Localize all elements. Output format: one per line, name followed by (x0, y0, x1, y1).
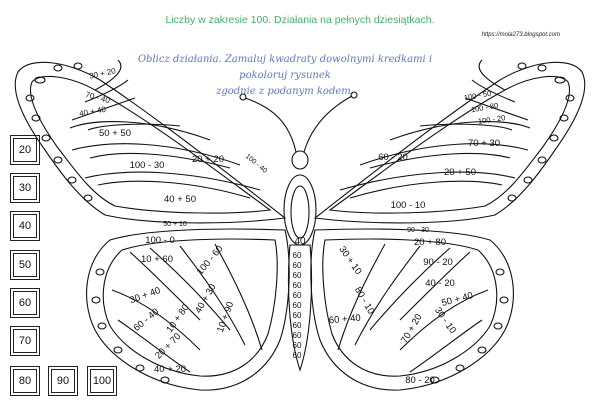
color-box-20[interactable]: 20 (10, 135, 40, 165)
exercise-label: 80 - 20 (405, 375, 435, 386)
instructions-line-2: zgodnie z podanym kodem. (216, 86, 354, 97)
exercise-label: 40 + 20 (154, 364, 186, 375)
body-label: 60 (292, 311, 302, 320)
page-title: Liczby w zakresie 100. Działania na pełnych dziesiątkach. (165, 14, 435, 26)
exercise-label: 50 + 40 (440, 290, 475, 310)
exercise-label: 10 + 90 (215, 300, 237, 335)
body-label: 60 (292, 281, 302, 290)
exercise-label: 90 - 30 (407, 227, 429, 234)
color-box-60[interactable]: 60 (10, 288, 40, 318)
body-label: 60 (292, 271, 302, 280)
color-box-30[interactable]: 30 (10, 173, 40, 203)
color-box-90[interactable]: 90 (48, 366, 78, 396)
exercise-label: 40 + 30 (193, 282, 219, 316)
exercise-label: 100 - 0 (145, 235, 175, 246)
exercise-label: 60 - 40 (131, 306, 162, 334)
exercise-label: 30 + 10 (336, 244, 364, 277)
exercise-label: 30 + 40 (128, 285, 163, 307)
color-box-40[interactable]: 40 (10, 211, 40, 241)
exercise-label: 100 - 20 (477, 113, 506, 126)
exercise-label: 100 - 80 (470, 100, 499, 115)
body-label: 60 (292, 321, 302, 330)
exercise-label: 100 - 50 (463, 88, 492, 103)
color-box-100[interactable]: 100 (87, 366, 117, 396)
exercise-label: 30 + 20 (88, 66, 117, 81)
exercise-label: 40 - 20 (425, 278, 455, 289)
exercise-label: 50 + 10 (163, 221, 187, 228)
exercise-label: 50 + 50 (99, 128, 131, 139)
exercise-label: 20 + 70 (153, 331, 184, 362)
exercise-label: 10 + 80 (164, 302, 192, 335)
exercise-label: 100 - 60 (194, 243, 226, 278)
color-box-70[interactable]: 70 (10, 326, 40, 356)
body-label: 60 (292, 251, 302, 260)
exercise-label: 60 - 20 (378, 152, 408, 163)
body-label: 60 (292, 341, 302, 350)
instructions-line-1: Oblicz działania. Zamaluj kwadraty dowolnymi kredkami i pokoloruj rysunek (137, 54, 433, 81)
exercise-label: 10 + 60 (141, 254, 173, 265)
body-label: 60 (292, 291, 302, 300)
exercise-label: 60 + 40 (328, 312, 362, 327)
body-label: 60 (292, 261, 302, 270)
color-box-80[interactable]: 80 (10, 366, 40, 396)
exercise-label: 20 + 20 (192, 154, 224, 165)
exercise-label: 20 + 50 (444, 167, 476, 178)
exercise-label: 100 - 10 (390, 200, 426, 211)
exercise-label: 100 - 30 (129, 160, 165, 171)
body-labels (293, 236, 306, 360)
exercise-label: 30 - 10 (432, 305, 459, 336)
exercise-label: 40 + 50 (164, 194, 196, 205)
body-label: 60 (292, 301, 302, 310)
exercise-label: 70 - 40 (84, 90, 111, 106)
body-label: 60 (292, 331, 302, 340)
exercise-label: 40 + 40 (78, 104, 107, 119)
exercise-label: 100 - 40 (243, 152, 269, 175)
exercise-label: 70 + 20 (399, 312, 425, 346)
exercise-label: 90 - 20 (423, 257, 453, 268)
body-label: 40 (294, 236, 306, 247)
blog-url: https://mola273.blogspot.com (481, 32, 560, 38)
exercise-label: 70 + 30 (468, 138, 500, 149)
exercise-label: 20 + 80 (414, 237, 446, 248)
exercise-label: 80 - 10 (352, 285, 377, 317)
body-label: 60 (292, 351, 302, 360)
color-box-50[interactable]: 50 (10, 250, 40, 280)
